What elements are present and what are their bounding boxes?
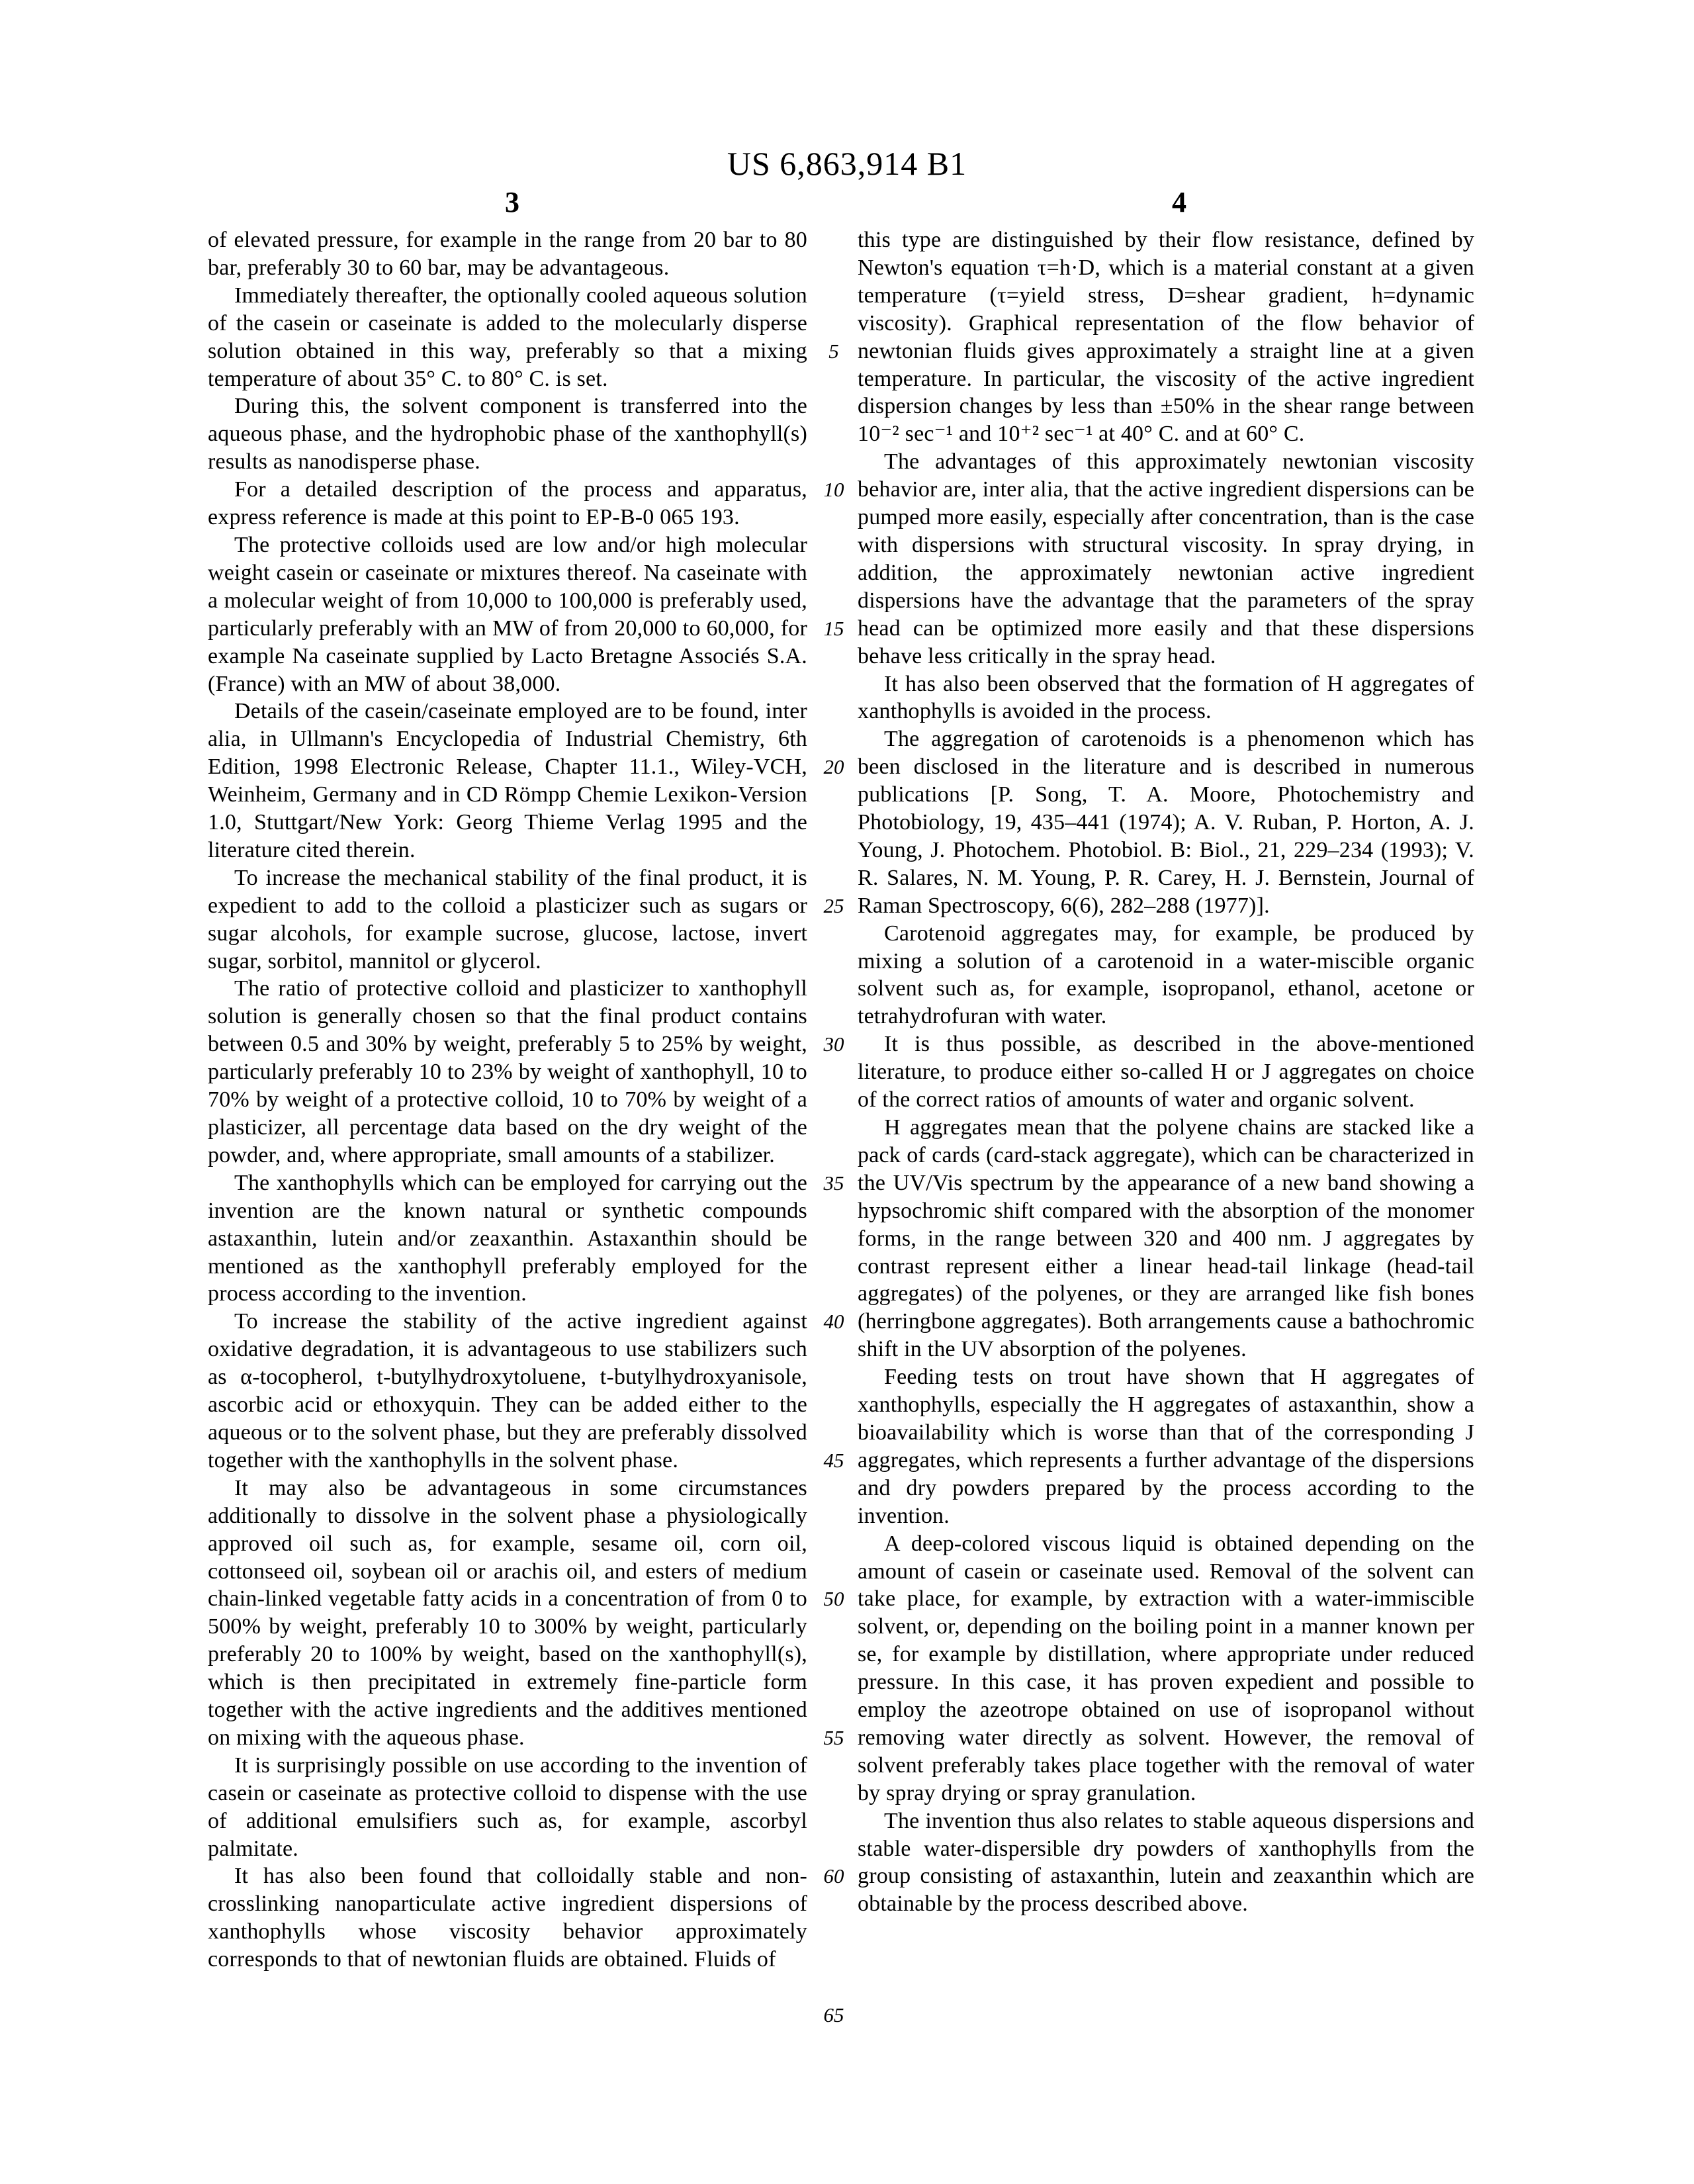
left-text-column	[208, 226, 807, 2119]
line-number: 35	[823, 1171, 844, 1195]
line-number: 45	[823, 1448, 844, 1472]
column-number-left: 3	[505, 186, 519, 218]
line-number: 55	[823, 1725, 844, 1749]
line-number: 25	[823, 893, 844, 917]
paragraph: of elevated pressure, for example in the range from 20 bar to 80 bar, preferably 30 to 60 bar, may be advantageous.	[208, 228, 807, 280]
paragraph: The advantages of this approximately newtonian viscosity behavior are, inter alia, that the active ingredient dispersions can be pumped more easily, especially after concentration, than is the case with dispersions with structural viscosity. In spray drying, in addition, the approximately newtonian active ingredient dispersions have the advantage that the parameters of the spray head can be optimized more easily and that these dispersions behave less critically in the spray head.	[858, 449, 1474, 668]
paragraph: Immediately thereafter, the optionally cooled aqueous solution of the casein or caseinate is added to the molecularly disperse solution obtained in this way, preferably so that a mixing temperature of about 35° C. to 80° C. is set.	[208, 283, 807, 391]
paragraph: To increase the mechanical stability of the final product, it is expedient to add to the colloid a plasticizer such as sugars or sugar alcohols, for example sucrose, glucose, lactose, invert sugar, sorbitol, mannitol or glycerol.	[208, 865, 807, 974]
line-number: 40	[823, 1310, 844, 1334]
paragraph: The protective colloids used are low and/or high molecular weight casein or caseinate or mixtures thereof. Na caseinate with a molecular weight of from 10,000 to 100,000 is preferably used, particularly preferably with an MW of from 20,000 to 60,000, for example Na caseinate supplied by Lacto Bretagne Associés S.A. (France) with an MW of about 38,000.	[208, 532, 807, 696]
paragraph: H aggregates mean that the polyene chains are stacked like a pack of cards (card-stack aggregate), which can be characterized in the UV/Vis spectrum by the appearance of a new band showing a hypsochromic shift compared with the absorption of the monomer forms, in the range between 320 and 400 nm. J aggregates by contrast represent either a linear head-tail linkage (head-tail aggregates) of the polyenes, or they are arranged like fish bones (herringbone aggregates). Both arrangements cause a bathochromic shift in the UV absorption of the polyenes.	[858, 1115, 1474, 1362]
line-number: 65	[823, 2003, 844, 2026]
paragraph: The xanthophylls which can be employed for carrying out the invention are the known natural or synthetic compounds astaxanthin, lutein and/or zeaxanthin. Astaxanthin should be mentioned as the xanthophyll preferably employed for the process according to the invention.	[208, 1170, 807, 1306]
paragraph: A deep-colored viscous liquid is obtained depending on the amount of casein or caseinate used. Removal of the solvent can take place, for example, by extraction with a water-immiscible solvent, or, depending on the boiling point in a manner known per se, for example by distillation, where appropriate under reduced pressure. In this case, it has proven expedient and possible to employ the azeotrope obtained on use of isopropanol without removing water directly as solvent. However, the removal of solvent preferably takes place together with the removal of water by spray drying or spray granulation.	[858, 1531, 1474, 1805]
line-number: 10	[823, 478, 844, 502]
paragraph: Details of the casein/caseinate employed are to be found, inter alia, in Ullmann's Encyclopedia of Industrial Chemistry, 6th Edition, 1998 Electronic Release, Chapter 11.1., Wiley-VCH, Weinheim, Germany and in CD Römpp Chemie Lexikon-Version 1.0, Stuttgart/New York: Georg Thieme Verlag 1995 and the literature cited therein.	[208, 699, 807, 862]
paragraph: The invention thus also relates to stable aqueous dispersions and stable water-dispersible dry powders of xanthophylls from the group consisting of astaxanthin, lutein and zeaxanthin which are obtainable by the process described above.	[858, 1808, 1474, 1917]
line-number: 5	[828, 339, 839, 363]
paragraph: During this, the solvent component is transferred into the aqueous phase, and the hydrophobic phase of the xanthophyll(s) results as nanodisperse phase.	[208, 394, 807, 475]
line-number: 20	[823, 755, 844, 779]
paragraph: For a detailed description of the process and apparatus, express reference is made at this point to EP-B-0 065 193.	[208, 477, 807, 530]
paragraph: Carotenoid aggregates may, for example, be produced by mixing a solution of a carotenoid in a water-miscible organic solvent such as, for example, isopropanol, ethanol, acetone or tetrahydrofuran with water.	[858, 921, 1474, 1029]
line-number: 60	[823, 1864, 844, 1888]
paragraph: The ratio of protective colloid and plasticizer to xanthophyll solution is generally chosen so that the final product contains between 0.5 and 30% by weight, preferably 5 to 25% by weight, particularly preferably 10 to 23% by weight of xanthophyll, 10 to 70% by weight of a protective colloid, 10 to 70% by weight of a plasticizer, all percentage data based on the dry weight of the powder, and, where appropriate, small amounts of a stabilizer.	[208, 976, 807, 1167]
paragraph: It has also been found that colloidally stable and non-crosslinking nanoparticulate active ingredient dispersions of xanthophylls whose viscosity behavior approximately corresponds to that of newtonian fluids are obtained. Fluids of	[208, 1864, 807, 1972]
paragraph: It is thus possible, as described in the above-mentioned literature, to produce either so-called H or J aggregates on choice of the correct ratios of amounts of water and organic solvent.	[858, 1032, 1474, 1113]
line-number: 30	[823, 1032, 844, 1056]
paragraph: To increase the stability of the active ingredient against oxidative degradation, it is advantageous to use stabilizers such as α-tocopherol, t-butylhydroxytoluene, t-butylhydroxyanisole, ascorbic acid or ethoxyquin. They can be added either to the aqueous or to the solvent phase, but they are preferably dissolved together with the xanthophylls in the solvent phase.	[208, 1309, 807, 1473]
line-number: 15	[823, 616, 844, 640]
paragraph: The aggregation of carotenoids is a phenomenon which has been disclosed in the literature and is described in numerous publications [P. Song, T. A. Moore, Photochemistry and Photobiology, 19, 435–441 (1974); A. V. Ruban, P. Horton, A. J. Young, J. Photochem. Photobiol. B: Biol., 21, 229–234 (1993); V. R. Salares, N. M. Young, P. R. Carey, H. J. Bernstein, Journal of Raman Spectroscopy, 6(6), 282–288 (1977)].	[858, 727, 1474, 918]
paragraph: It has also been observed that the formation of H aggregates of xanthophylls is avoided in the process.	[858, 671, 1474, 724]
column-number-right: 4	[1172, 186, 1186, 218]
paragraph: this type are distinguished by their flow resistance, defined by Newton's equation τ=h·D, which is a material constant at a given temperature (τ=yield stress, D=shear gradient, h=dynamic viscosity). Graphical representation of the flow behavior of newtonian fluids gives approximately a straight line at a given temperature. In particular, the viscosity of the active ingredient dispersion changes by less than ±50% in the shear range between 10⁻² sec⁻¹ and 10⁺² sec⁻¹ at 40° C. and at 60° C.	[858, 228, 1474, 447]
paragraph: Feeding tests on trout have shown that H aggregates of xanthophylls, especially the H aggregates of astaxanthin, show a bioavailability which is worse than that of the corresponding J aggregates, which represents a further advantage of the dispersions and dry powders prepared by the process according to the invention.	[858, 1365, 1474, 1528]
line-number: 50	[823, 1587, 844, 1611]
paragraph: It may also be advantageous in some circumstances additionally to dissolve in the solvent phase a physiologically approved oil such as, for example, sesame oil, corn oil, cottonseed oil, soybean oil or arachis oil, and esters of medium chain-linked vegetable fatty acids in a concentration of from 0 to 500% by weight, preferably 10 to 300% by weight, particularly preferably 20 to 100% by weight, based on the xanthophyll(s), which is then precipitated in extremely fine-particle form together with the active ingredients and the additives mentioned on mixing with the aqueous phase.	[208, 1475, 807, 1750]
right-text-column	[858, 226, 1474, 2126]
paragraph: It is surprisingly possible on use according to the invention of casein or caseinate as protective colloid to dispense with the use of additional emulsifiers such as, for example, ascorbyl palmitate.	[208, 1752, 807, 1861]
patent-number-heading: US 6,863,914 B1	[727, 145, 967, 182]
